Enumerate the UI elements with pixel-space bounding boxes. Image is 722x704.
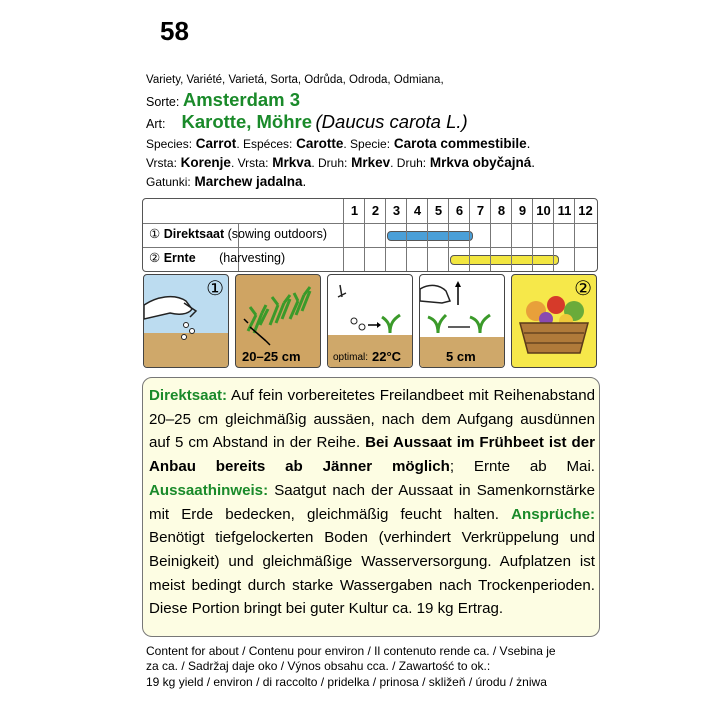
month-1: 1: [343, 199, 365, 223]
thin-label: 5 cm: [446, 349, 476, 364]
art-latin: (Daucus carota L.): [315, 111, 468, 132]
sow-name: Direktsaat: [163, 227, 225, 241]
footer-line-3: 19 kg yield / environ / di raccolto / pridelka / prinosa / skližeň / úrodu / żniwa: [146, 674, 547, 689]
calendar-row-harvest: [149, 250, 285, 265]
harvest-name: Ernte: [163, 251, 196, 265]
month-11: 11: [553, 199, 575, 223]
species-end: .: [526, 136, 531, 151]
species-label-en: Species:: [146, 137, 193, 151]
month-4: 4: [406, 199, 428, 223]
gatunki-value: Marchew jadalna: [194, 174, 303, 189]
aussaat-text: Saatgut nach der Aussaat in Samenkornstärke mit Erde bedecken, gleichmäßig feucht halten.: [149, 481, 595, 523]
growing-instructions: [142, 377, 600, 637]
aussaat-heading: Aussaathinweis:: [149, 481, 269, 499]
harvest-desc: (harvesting): [219, 251, 286, 265]
sow-desc: (sowing outdoors): [227, 227, 327, 241]
gatunki-end: .: [302, 174, 307, 189]
sowing-calendar: [142, 198, 598, 272]
anspruche-text: Benötigt tiefgelockerten Boden (verhindert Verkrüppelung und Beinigkeit) und gleichmäßige Wasserversorgung. Aufplatzen ist meist bedingt durch starke Wassergaben nach Trockenperioden. Diese Portion bringt bei guter Kultur ca. 19 kg Ertrag.: [149, 529, 595, 618]
species-value-it: Carota commestibile: [393, 136, 527, 151]
species-line: [146, 136, 530, 151]
species-label-fr: . Espéces:: [236, 137, 293, 151]
picto-sow-marker: ①: [206, 278, 224, 300]
druh-value-sk: Mrkva obyčajná: [429, 155, 532, 170]
harvest-marker: ②: [149, 251, 161, 265]
vrsta-label-sl: Vrsta:: [146, 156, 177, 170]
picto-thinning: [419, 274, 505, 368]
sorte-label: Sorte:: [146, 95, 180, 109]
footer-line-1: Content for about / Contenu pour environ / Il contenuto rende ca. / Vsebina je: [146, 644, 556, 658]
month-3: 3: [385, 199, 407, 223]
temp-prefix: optimal:: [333, 352, 369, 363]
month-7: 7: [469, 199, 491, 223]
species-value-fr: Carotte: [296, 136, 344, 151]
art-value: Karotte, Möhre: [181, 111, 313, 132]
vrsta-value-sl: Korenje: [180, 155, 231, 170]
month-5: 5: [427, 199, 449, 223]
anspruche-heading: Ansprüche:: [511, 505, 595, 523]
month-6: 6: [448, 199, 470, 223]
picto-temperature: [327, 274, 413, 368]
vrsta-value-hr: Mrkva: [272, 155, 312, 170]
druh-label-sk: . Druh:: [390, 156, 427, 170]
direktsaat-end: ; Ernte ab Mai.: [449, 458, 596, 476]
instructions-text: [143, 378, 599, 621]
vrsta-line: [146, 155, 535, 170]
gatunki-label: Gatunki:: [146, 175, 191, 189]
footer-line-2: za ca. / Sadržaj daje oko / Výnos obsahu cca. / Zawartość to ok.:: [146, 659, 491, 674]
picto-harvest-marker: ②: [574, 278, 592, 300]
druh-value-cz: Mrkev: [351, 155, 391, 170]
variety-line: Variety, Variété, Varietá, Sorta, Odrůda, Odroda, Odmiana,: [146, 74, 444, 86]
picto-row-spacing: [235, 274, 321, 368]
vrsta-end: .: [531, 155, 535, 170]
packet-number: 58: [160, 16, 189, 46]
direktsaat-bold: Bei Aussaat im Frühbeet ist der Anbau bereits ab Jänner möglich: [149, 434, 595, 476]
art-label: Art:: [146, 117, 166, 131]
species-value-en: Carrot: [195, 136, 237, 151]
gatunki-line: [146, 174, 306, 189]
direktsaat-heading: Direktsaat:: [149, 387, 228, 404]
sow-marker: ①: [149, 227, 161, 241]
sorte-line: [146, 89, 300, 111]
temp-value: 22°C: [372, 349, 402, 364]
month-8: 8: [490, 199, 512, 223]
yield-footer: [146, 644, 556, 690]
vrsta-label-hr: . Vrsta:: [230, 156, 269, 170]
month-2: 2: [364, 199, 386, 223]
calendar-row-sowing: [149, 226, 327, 241]
month-10: 10: [532, 199, 554, 223]
month-12: 12: [574, 199, 596, 223]
sorte-value: Amsterdam 3: [182, 89, 301, 110]
direktsaat-text: Auf fein vorbereitetes Freilandbeet mit Reihenabstand 20–25 cm gleichmäßig aussäen, nach dem Aufgang ausdünnen auf 5 cm Abstand in der Reihe.: [149, 387, 595, 452]
spacing-label: 20–25 cm: [242, 349, 301, 364]
harvest-period-bar: [450, 255, 559, 265]
druh-label-cz: . Druh:: [311, 156, 348, 170]
picto-harvest: [511, 274, 597, 368]
species-label-it: . Specie:: [343, 137, 391, 151]
art-line: [146, 111, 468, 133]
sowing-period-bar: [387, 231, 473, 241]
picto-sowing: [143, 274, 229, 368]
month-9: 9: [511, 199, 533, 223]
